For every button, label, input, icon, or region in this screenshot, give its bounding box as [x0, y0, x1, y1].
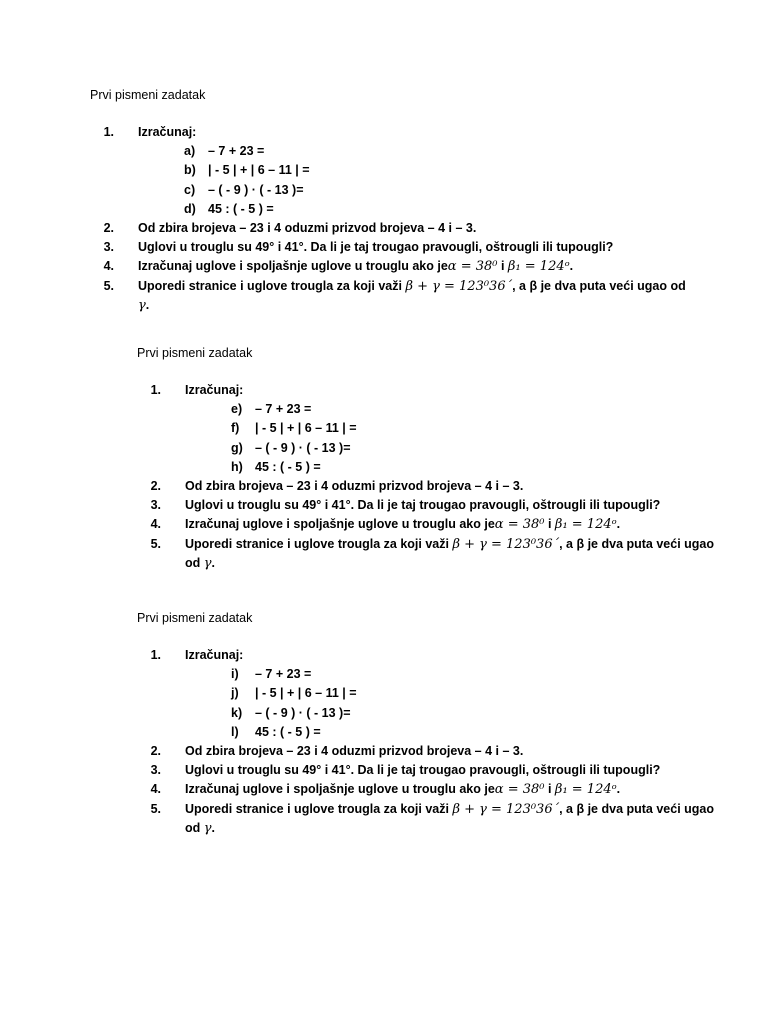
subtask [137, 665, 737, 684]
task-text-post: . [616, 517, 621, 532]
section-title: Prvi pismeni zadatak [90, 88, 206, 102]
subtask-expression: – ( - 9 ) · ( - 13 )= [255, 705, 351, 720]
subtask [90, 181, 690, 200]
subtask-expression: | - 5 | + | 6 – 11 | = [255, 421, 357, 436]
task-number: 2. [150, 478, 161, 493]
subtask-letter: f) [231, 421, 240, 436]
continuation-text: od [185, 555, 204, 570]
subtask-letter: i) [231, 667, 239, 682]
subtask-expression: 45 : ( - 5 ) = [208, 201, 274, 216]
gamma-symbol: γ [203, 820, 212, 836]
subtask-expression: – ( - 9 ) · ( - 13 )= [255, 440, 351, 455]
angle-sum-formula: β + γ = 123⁰36´ [405, 278, 513, 294]
task-number: 2. [150, 743, 161, 758]
gamma-symbol: γ [138, 297, 146, 313]
task-5-continuation [137, 819, 737, 838]
subtask [137, 684, 737, 703]
task-text [185, 515, 620, 534]
task-2 [90, 219, 690, 238]
task-label: Izračunaj: [185, 383, 244, 397]
subtask-letter: b) [184, 163, 196, 178]
task-text: Uglovi u trouglu su 49° i 41°. Da li je taj trougao pravougli, oštrougli ili tupougli? [138, 240, 614, 255]
task-1 [137, 646, 737, 665]
continuation-end: . [211, 820, 216, 835]
task-text-mid: i [544, 517, 555, 532]
task-2 [137, 742, 737, 761]
task-text: Od zbira brojeva – 23 i 4 oduzmi prizvod brojeva – 4 i – 3. [185, 478, 524, 493]
subtask-expression: – 7 + 23 = [208, 144, 265, 159]
task-text-post: . [569, 259, 574, 274]
gamma-symbol: γ [203, 555, 212, 571]
subtask [137, 439, 737, 458]
alpha-formula: α = 38⁰ [494, 782, 545, 798]
subtask-letter: d) [184, 201, 196, 216]
alpha-formula: α = 38⁰ [447, 259, 498, 275]
task-text-post: , a β je dva puta veći ugao [559, 536, 715, 551]
task-number: 5. [150, 801, 161, 816]
task-text [185, 780, 620, 799]
task-5-continuation [137, 554, 737, 573]
subtask [137, 704, 737, 723]
subtask-expression: – 7 + 23 = [255, 667, 312, 682]
continuation-end: . [211, 555, 216, 570]
continuation-end: . [145, 297, 150, 312]
subtask [137, 419, 737, 438]
task-text [138, 257, 573, 276]
task-text: Od zbira brojeva – 23 i 4 oduzmi prizvod brojeva – 4 i – 3. [185, 743, 524, 758]
task-5-continuation [90, 296, 690, 315]
task-text [185, 535, 714, 554]
task-text-pre: Izračunaj uglove i spoljašnje uglove u trouglu ako je [185, 782, 495, 797]
continuation-text: od [185, 820, 204, 835]
subtask [90, 161, 690, 180]
subtask-letter: g) [231, 440, 243, 455]
task-text: Uglovi u trouglu su 49° i 41°. Da li je taj trougao pravougli, oštrougli ili tupougli? [185, 498, 661, 513]
section-title: Prvi pismeni zadatak [137, 611, 253, 625]
subtask [137, 458, 737, 477]
task-text-pre: Izračunaj uglove i spoljašnje uglove u trouglu ako je [138, 259, 448, 274]
task-number: 4. [150, 782, 161, 797]
task-text-pre: Izračunaj uglove i spoljašnje uglove u trouglu ako je [185, 517, 495, 532]
task-text-pre: Uporedi stranice i uglove trougla za koji važi [138, 278, 402, 293]
task-number: 5. [150, 536, 161, 551]
subtask-letter: a) [184, 144, 196, 159]
assignment-section-1 [90, 85, 690, 315]
task-text-post: , a β je dva puta veći ugao od [512, 278, 686, 293]
beta-formula: β₁ = 124ᵒ [554, 517, 617, 533]
section-title: Prvi pismeni zadatak [137, 346, 253, 360]
subtask-expression: 45 : ( - 5 ) = [255, 724, 321, 739]
task-text [185, 800, 714, 819]
task-3 [137, 496, 737, 515]
task-number: 1. [150, 648, 161, 662]
task-4 [90, 257, 690, 276]
assignment-section-2 [137, 343, 737, 573]
subtask-letter: l) [231, 724, 239, 739]
task-text-pre: Uporedi stranice i uglove trougla za koji važi [185, 801, 449, 816]
task-text-mid: i [497, 259, 508, 274]
subtask-letter: j) [231, 686, 239, 701]
subtask-letter: e) [231, 402, 243, 417]
task-2 [137, 477, 737, 496]
task-text-mid: i [544, 782, 555, 797]
task-5 [90, 277, 690, 296]
task-number: 2. [103, 220, 114, 235]
task-number: 4. [103, 259, 114, 274]
task-number: 5. [103, 278, 114, 293]
task-text-post: , a β je dva puta veći ugao [559, 801, 715, 816]
subtask-letter: h) [231, 459, 243, 474]
subtask-letter: k) [231, 705, 243, 720]
subtask [90, 142, 690, 161]
task-3 [90, 238, 690, 257]
task-number: 3. [150, 763, 161, 778]
subtask-expression: 45 : ( - 5 ) = [255, 459, 321, 474]
subtask-expression: – 7 + 23 = [255, 402, 312, 417]
task-number: 1. [150, 383, 161, 397]
task-text-post: . [616, 782, 621, 797]
task-number: 1. [103, 125, 114, 139]
task-text: Od zbira brojeva – 23 i 4 oduzmi prizvod brojeva – 4 i – 3. [138, 220, 477, 235]
task-5 [137, 535, 737, 554]
alpha-formula: α = 38⁰ [494, 517, 545, 533]
task-1 [90, 123, 690, 142]
task-label: Izračunaj: [138, 125, 197, 139]
assignment-section-3 [137, 608, 737, 838]
subtask-expression: – ( - 9 ) · ( - 13 )= [208, 182, 304, 197]
subtask-expression: | - 5 | + | 6 – 11 | = [208, 163, 310, 178]
subtask [137, 723, 737, 742]
task-1 [137, 381, 737, 400]
task-text: Uglovi u trouglu su 49° i 41°. Da li je taj trougao pravougli, oštrougli ili tupougli? [185, 763, 661, 778]
task-3 [137, 761, 737, 780]
task-number: 4. [150, 517, 161, 532]
beta-formula: β₁ = 124ᵒ [554, 782, 617, 798]
angle-sum-formula: β + γ = 123⁰36´ [452, 801, 560, 817]
task-number: 3. [150, 498, 161, 513]
task-label: Izračunaj: [185, 648, 244, 662]
task-5 [137, 800, 737, 819]
task-4 [137, 780, 737, 799]
angle-sum-formula: β + γ = 123⁰36´ [452, 536, 560, 552]
subtask [90, 200, 690, 219]
subtask [137, 400, 737, 419]
beta-formula: β₁ = 124ᵒ [507, 259, 570, 275]
task-number: 3. [103, 240, 114, 255]
task-4 [137, 515, 737, 534]
task-text [138, 277, 686, 296]
task-text-pre: Uporedi stranice i uglove trougla za koji važi [185, 536, 449, 551]
subtask-expression: | - 5 | + | 6 – 11 | = [255, 686, 357, 701]
subtask-letter: c) [184, 182, 196, 197]
